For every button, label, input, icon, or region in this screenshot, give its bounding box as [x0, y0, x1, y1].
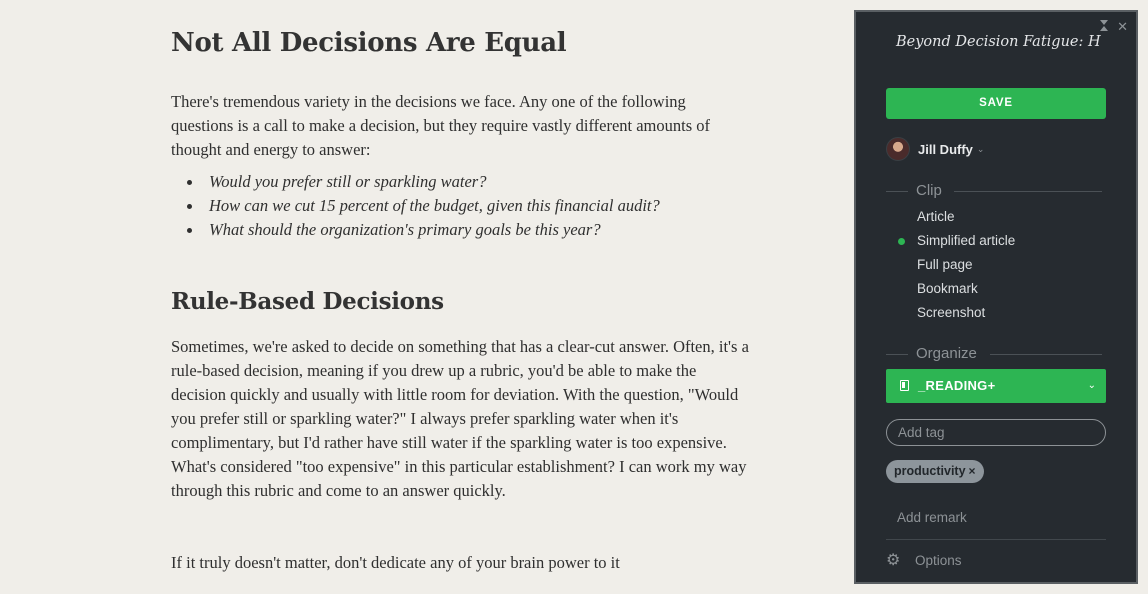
chevron-down-icon: ⌄: [976, 143, 985, 154]
clip-option-simplified-article[interactable]: [886, 229, 1106, 253]
web-clipper-panel: [854, 10, 1138, 584]
add-tag-input[interactable]: [886, 419, 1106, 446]
clip-option-label: Simplified article: [917, 233, 1016, 248]
organize-section-header: [886, 345, 1102, 363]
clip-option-label: Article: [917, 209, 955, 224]
article-paragraph-2: Sometimes, we're asked to decide on something that has a clear-cut answer. Often, it's a rule-based decision, meaning if you drew up a rubric, you'd be able to make the decision quickly and usually with little room for deviation. With the question, "Would you prefer still or sparkling water?" I always prefer sparkling water when it's complimentary, but I'd rather have still water if the sparkling water is too expensive. What's considered "too expensive" in this particular establishment? I can work my way through this rubric and come to an answer quickly.: [171, 337, 749, 500]
notebook-name: _READING+: [918, 378, 996, 393]
tag-label: productivity: [894, 464, 966, 478]
clip-option-label: Screenshot: [917, 305, 986, 320]
clip-section-header: [886, 182, 1102, 200]
clip-title[interactable]: Beyond Decision Fatigue: H: [896, 34, 1101, 50]
divider: [990, 354, 1102, 355]
notebook-selector[interactable]: [886, 369, 1106, 403]
list-item: [187, 218, 660, 242]
article-heading-1: Not All Decisions Are Equal: [171, 28, 567, 58]
divider: [886, 539, 1106, 540]
clip-option-label: Bookmark: [917, 281, 978, 296]
bullet-icon: [187, 228, 192, 233]
divider: [954, 191, 1102, 192]
clip-section-label: Clip: [916, 182, 942, 199]
selected-dot-icon: [898, 238, 905, 245]
window-controls: [1100, 20, 1128, 34]
notebook-icon: [900, 380, 909, 391]
clip-option-article[interactable]: [886, 205, 1106, 229]
list-item-text: How can we cut 15 percent of the budget, given this financial audit?: [209, 196, 660, 215]
article-paragraph-1: There's tremendous variety in the decisions we face. Any one of the following questions is a call to make a decision, but they require vastly different amounts of thought and energy to answer:: [171, 92, 711, 159]
article-paragraph-3: If it truly doesn't matter, don't dedicate any of your brain power to it: [171, 553, 620, 572]
collapse-icon[interactable]: [1100, 20, 1109, 31]
save-button[interactable]: SAVE: [886, 88, 1106, 119]
avatar: [886, 137, 910, 161]
clip-option-screenshot[interactable]: [886, 301, 1106, 325]
options-button[interactable]: [886, 550, 962, 570]
organize-section-label: Organize: [916, 345, 977, 362]
divider: [886, 191, 908, 192]
options-label: Options: [915, 552, 962, 568]
question-list: [187, 170, 660, 242]
list-item: [187, 170, 660, 194]
bullet-icon: [187, 204, 192, 209]
user-name: Jill Duffy: [918, 141, 973, 157]
divider: [886, 354, 908, 355]
list-item-text: What should the organization's primary goals be this year?: [209, 220, 601, 239]
clip-option-label: Full page: [917, 257, 973, 272]
clip-option-full-page[interactable]: [886, 253, 1106, 277]
remove-tag-icon[interactable]: ×: [968, 464, 976, 478]
clip-options-list: [886, 205, 1106, 325]
bullet-icon: [187, 180, 192, 185]
article-heading-2: Rule-Based Decisions: [171, 288, 444, 315]
add-remark-field[interactable]: Add remark: [897, 510, 967, 525]
clip-option-bookmark[interactable]: [886, 277, 1106, 301]
list-item-text: Would you prefer still or sparkling water?: [209, 172, 487, 191]
tag-pill[interactable]: [886, 460, 984, 483]
list-item: [187, 194, 660, 218]
close-icon[interactable]: ✕: [1117, 19, 1128, 34]
account-switcher[interactable]: [886, 137, 984, 161]
chevron-down-icon: ⌄: [1087, 380, 1096, 391]
gear-icon: ⚙: [886, 552, 901, 569]
